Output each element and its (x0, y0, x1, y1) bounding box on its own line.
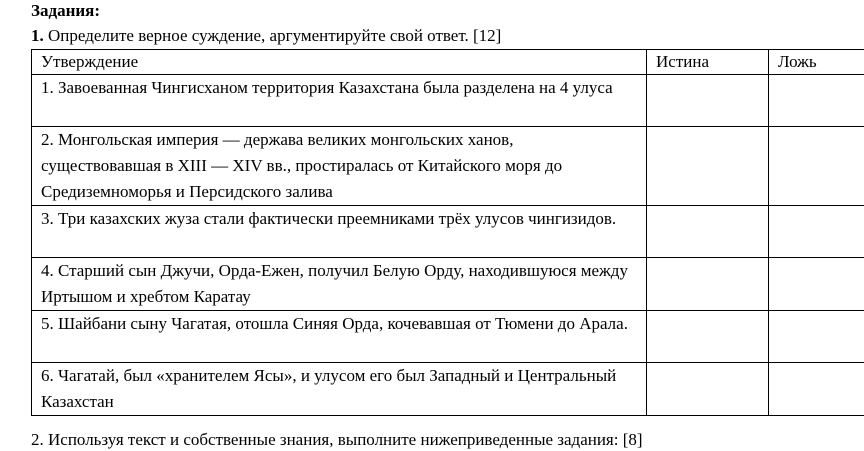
false-answer-cell[interactable] (769, 75, 864, 127)
statements-table (31, 49, 864, 416)
statement-cell: 6. Чагатай, был «хранителем Ясы», и улусом его был Западный и Центральный Казахстан (32, 363, 647, 416)
false-answer-cell[interactable] (769, 206, 864, 258)
true-answer-cell[interactable] (647, 311, 769, 363)
true-answer-cell[interactable] (647, 363, 769, 416)
true-answer-cell[interactable] (647, 258, 769, 311)
table-row (32, 363, 864, 416)
true-answer-cell[interactable] (647, 206, 769, 258)
statement-cell: 5. Шайбани сыну Чагатая, отошла Синяя Орда, кочевавшая от Тюмени до Арала. (32, 311, 647, 363)
question-number: 1. (31, 26, 44, 45)
table-row (32, 311, 864, 363)
question-1 (31, 25, 501, 47)
question-text: Определите верное суждение, аргументируйте свой ответ. [12] (48, 26, 501, 45)
statement-cell: 4. Старший сын Джучи, Орда-Ежен, получил Белую Орду, находившуюся между Иртышом и хребтом Каратау (32, 258, 647, 311)
header-statement: Утверждение (32, 50, 647, 75)
statement-cell: 2. Монгольская империя — держава великих монгольских ханов, существовавшая в XIII — XIV вв., простиралась от Китайского моря до Средиземноморья и Персидского залива (32, 127, 647, 206)
false-answer-cell[interactable] (769, 363, 864, 416)
true-answer-cell[interactable] (647, 75, 769, 127)
table-row (32, 127, 864, 206)
header-false: Ложь (769, 50, 864, 75)
table-row (32, 75, 864, 127)
table-header-row (32, 50, 864, 75)
false-answer-cell[interactable] (769, 258, 864, 311)
statement-cell: 3. Три казахских жуза стали фактически преемниками трёх улусов чингизидов. (32, 206, 647, 258)
true-answer-cell[interactable] (647, 127, 769, 206)
question-2-text: 2. Используя текст и собственные знания, выполните нижеприведенные задания: [8] (31, 429, 643, 451)
false-answer-cell[interactable] (769, 127, 864, 206)
header-true: Истина (647, 50, 769, 75)
statement-cell: 1. Завоеванная Чингисханом территория Казахстана была разделена на 4 улуса (32, 75, 647, 127)
table-row (32, 206, 864, 258)
section-heading: Задания: (31, 0, 100, 22)
table-row (32, 258, 864, 311)
false-answer-cell[interactable] (769, 311, 864, 363)
